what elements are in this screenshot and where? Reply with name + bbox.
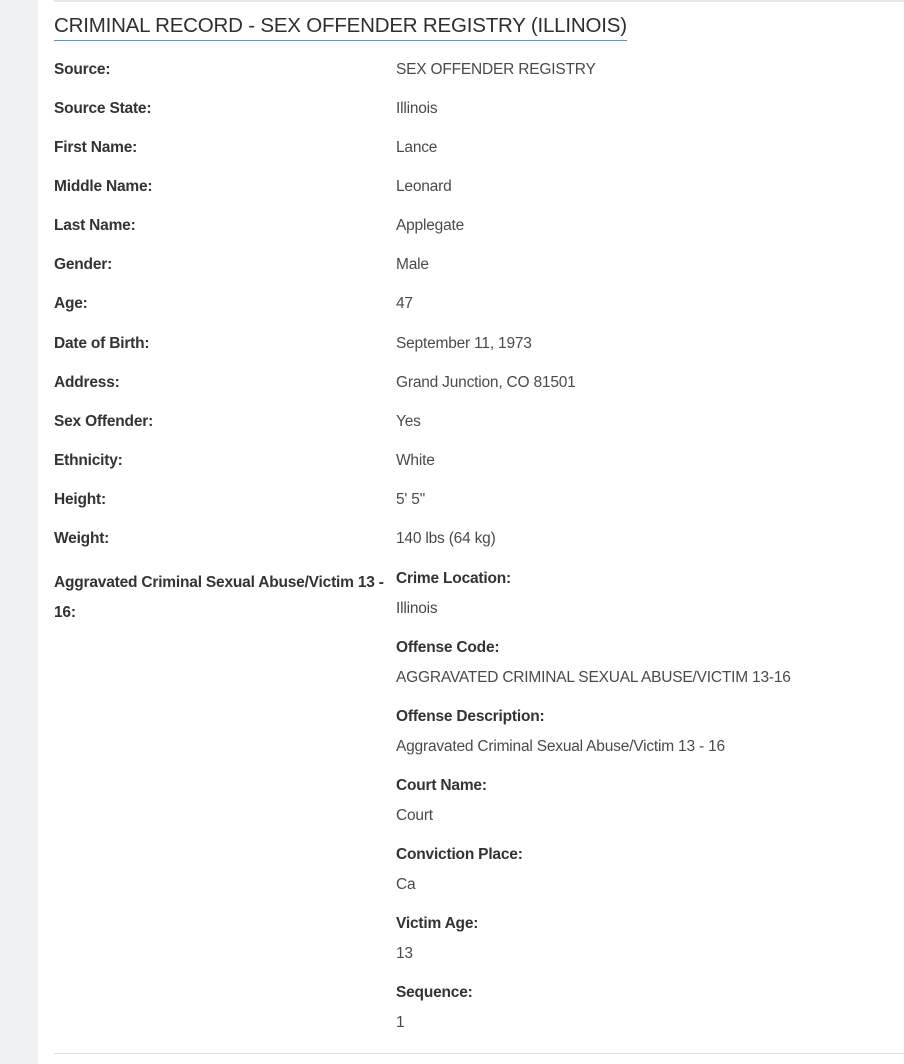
field-label: Middle Name:: [54, 178, 153, 195]
field-row-middle-name: [54, 178, 866, 204]
offense-label: Aggravated Criminal Sexual Abuse/Victim 13 - 16:: [54, 574, 384, 621]
record-title: CRIMINAL RECORD - SEX OFFENDER REGISTRY (ILLINOIS): [54, 14, 627, 41]
offense-detail-crime-location: [396, 564, 866, 624]
offense-detail-value: 13: [396, 945, 413, 962]
field-label: Weight:: [54, 530, 110, 547]
top-divider: [54, 0, 904, 2]
offense-detail-value: Aggravated Criminal Sexual Abuse/Victim 13 - 16: [396, 738, 725, 755]
offense-detail-value: Court: [396, 807, 433, 824]
field-label: Height:: [54, 491, 106, 508]
field-value: 5' 5": [396, 491, 426, 508]
field-row-last-name: [54, 217, 866, 243]
field-label: Gender:: [54, 256, 113, 273]
offense-detail-offense-code: [396, 633, 866, 693]
field-value: Grand Junction, CO 81501: [396, 374, 576, 391]
offense-detail-court-name: [396, 771, 866, 831]
offense-detail-value: Illinois: [396, 600, 438, 617]
offense-detail-label: Offense Code:: [396, 639, 500, 656]
field-label: Sex Offender:: [54, 413, 154, 430]
field-row-sex-offender: [54, 413, 866, 439]
field-row-age: [54, 295, 866, 321]
field-value: September 11, 1973: [396, 335, 532, 352]
field-value: Applegate: [396, 217, 465, 234]
offense-detail-label: Victim Age:: [396, 915, 479, 932]
offense-detail-label: Crime Location:: [396, 570, 511, 587]
offense-detail-conviction-place: [396, 840, 866, 900]
field-value: Illinois: [396, 100, 438, 117]
field-value: Lance: [396, 139, 438, 156]
field-value: White: [396, 452, 435, 469]
offense-detail-sequence: [396, 978, 866, 1038]
offense-detail-victim-age: [396, 909, 866, 969]
field-row-ethnicity: [54, 452, 866, 478]
offense-detail-value: 1: [396, 1014, 405, 1031]
offense-detail-label: Sequence:: [396, 984, 473, 1001]
field-row-gender: [54, 256, 866, 282]
offense-detail-offense-description: [396, 702, 866, 762]
offense-detail-label: Court Name:: [396, 777, 487, 794]
field-label: Last Name:: [54, 217, 136, 234]
field-value: SEX OFFENDER REGISTRY: [396, 61, 596, 78]
field-label: Source State:: [54, 100, 152, 117]
field-value: Male: [396, 256, 429, 273]
field-value: Leonard: [396, 178, 452, 195]
field-value: 47: [396, 295, 413, 312]
field-row-date-of-birth: [54, 335, 866, 361]
bottom-divider: [54, 1053, 904, 1054]
field-label: Date of Birth:: [54, 335, 150, 352]
field-value: Yes: [396, 413, 421, 430]
field-label: Age:: [54, 295, 88, 312]
field-label: Ethnicity:: [54, 452, 123, 469]
offense-detail-value: Ca: [396, 876, 416, 893]
field-row-source-state: [54, 100, 866, 126]
field-row-weight: [54, 530, 866, 556]
field-value: 140 lbs (64 kg): [396, 530, 496, 547]
field-row-address: [54, 374, 866, 400]
offense-detail-label: Offense Description:: [396, 708, 545, 725]
field-label: Source:: [54, 61, 111, 78]
field-row-height: [54, 491, 866, 517]
offense-detail-label: Conviction Place:: [396, 846, 523, 863]
offense-detail-value: AGGRAVATED CRIMINAL SEXUAL ABUSE/VICTIM 13-16: [396, 669, 791, 686]
field-label: First Name:: [54, 139, 138, 156]
field-row-source: [54, 61, 866, 87]
field-row-first-name: [54, 139, 866, 165]
field-label: Address:: [54, 374, 120, 391]
